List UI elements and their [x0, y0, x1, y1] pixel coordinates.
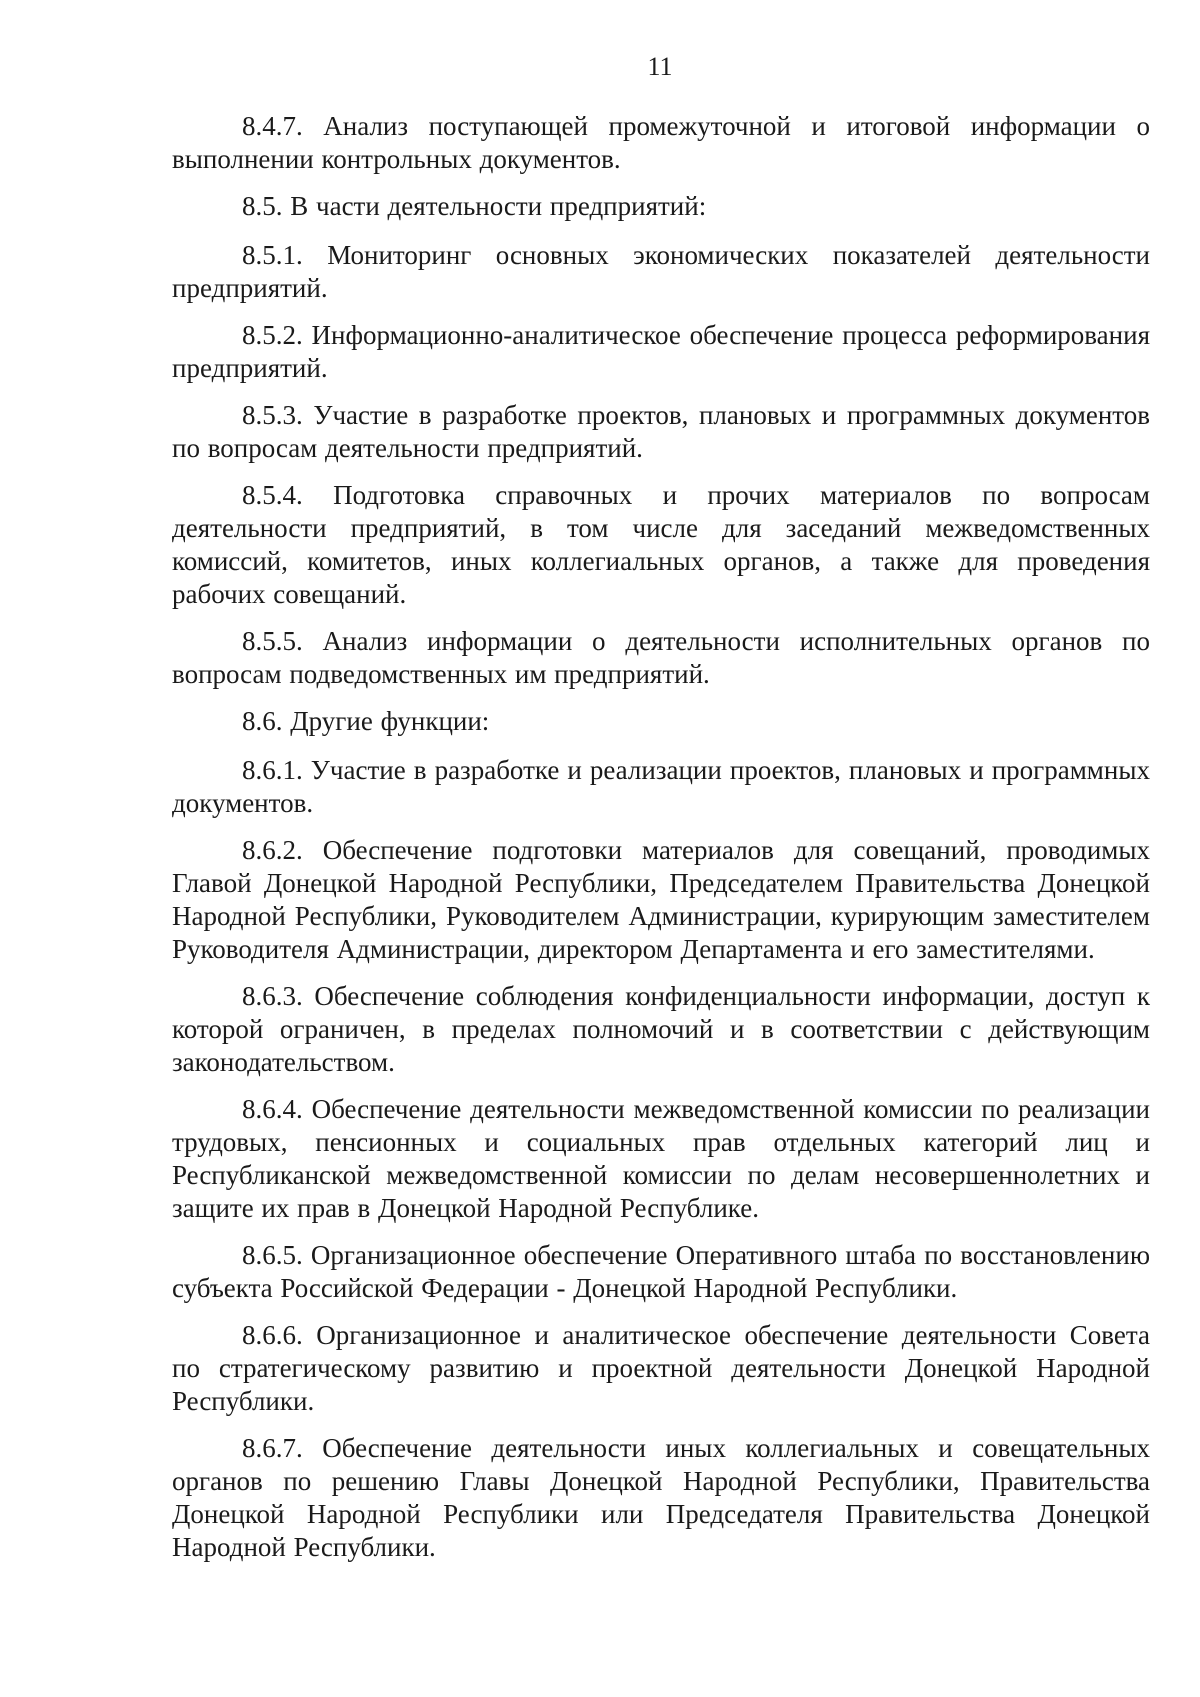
paragraph-8-6-5: 8.6.5. Организационное обеспечение Оперативного штаба по восстановлению субъекта Российской Федерации - Донецкой Народной Республики.: [172, 1240, 1150, 1303]
paragraph-8-6-1: 8.6.1. Участие в разработке и реализации проектов, плановых и программных документов.: [172, 755, 1150, 818]
paragraph-8-6-7: 8.6.7. Обеспечение деятельности иных коллегиальных и совещательных органов по решению Главы Донецкой Народной Республики, Правительства Донецкой Народной Республики или Председателя Правительства Донецкой Народной Республики.: [172, 1433, 1150, 1562]
paragraph-8-5-5: 8.5.5. Анализ информации о деятельности исполнительных органов по вопросам подведомственных им предприятий.: [172, 626, 1150, 689]
paragraph-8-6-4: 8.6.4. Обеспечение деятельности межведомственной комиссии по реализации трудовых, пенсионных и социальных прав отдельных категорий лиц и Республиканской межведомственной комиссии по делам несовершеннолетних и защите их прав в Донецкой Народной Республике.: [172, 1094, 1150, 1223]
paragraph-8-6-6: 8.6.6. Организационное и аналитическое обеспечение деятельности Совета по стратегическому развитию и проектной деятельности Донецкой Народной Республики.: [172, 1320, 1150, 1416]
paragraph-8-4-7: 8.4.7. Анализ поступающей промежуточной и итоговой информации о выполнении контрольных документов.: [172, 111, 1150, 174]
paragraph-8-5-3: 8.5.3. Участие в разработке проектов, плановых и программных документов по вопросам деятельности предприятий.: [172, 400, 1150, 463]
paragraph-8-6-3: 8.6.3. Обеспечение соблюдения конфиденциальности информации, доступ к которой ограничен, в пределах полномочий и в соответствии с действующим законодательством.: [172, 981, 1150, 1077]
paragraph-8-6-2: 8.6.2. Обеспечение подготовки материалов для совещаний, проводимых Главой Донецкой Народной Республики, Председателем Правительства Донецкой Народной Республики, Руководителем Администрации, курирующим заместителем Руководителя Администрации, директором Департамента и его заместителями.: [172, 835, 1150, 964]
paragraph-8-5-4: 8.5.4. Подготовка справочных и прочих материалов по вопросам деятельности предприятий, в том числе для заседаний межведомственных комиссий, комитетов, иных коллегиальных органов, а также для проведения рабочих совещаний.: [172, 480, 1150, 609]
document-body: [172, 110, 1150, 1578]
section-heading-8-6: 8.6. Другие функции:: [242, 706, 490, 736]
section-heading-8-5: 8.5. В части деятельности предприятий:: [242, 191, 707, 221]
page-number: 11: [647, 52, 673, 81]
paragraph-8-5-1: 8.5.1. Мониторинг основных экономических показателей деятельности предприятий.: [172, 240, 1150, 303]
paragraph-8-5-2: 8.5.2. Информационно-аналитическое обеспечение процесса реформирования предприятий.: [172, 320, 1150, 383]
